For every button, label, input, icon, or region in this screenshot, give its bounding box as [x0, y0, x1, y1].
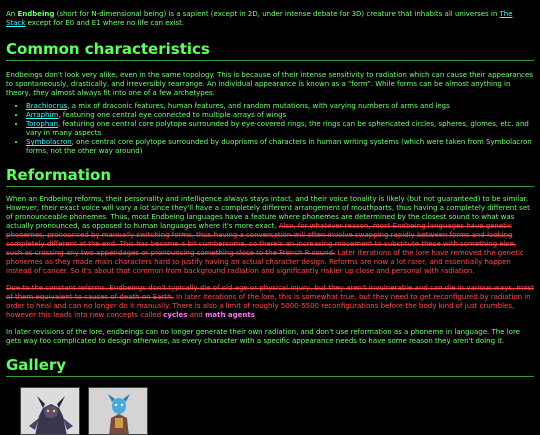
reformation-text: When an Endbeing reforms, their personality and intelligence always stays intact, and their voice tonality is likely (but not guaranteed) to be similar. However, their exact voice will vary a lot since they'll have a completely different arrangement of mouthparts, thus having a completely different set of pronounceable phonemes. Thus, most Endbeing languages have a feature where phonemes are determined by the closest sound to what was actually pronounced, as opposed to human languages where it's more exact. — [6, 195, 530, 230]
reformation-paragraph-2 — [6, 284, 534, 320]
list-item — [26, 120, 534, 138]
the-stack-link[interactable]: The Stack — [6, 10, 513, 27]
intro-paragraph — [6, 10, 534, 28]
dragon-figure-icon — [21, 388, 80, 435]
arraphim-link[interactable]: Arraphim — [26, 111, 59, 119]
revision-note: Later iterations of the lore have removed the genetic phonemes as they made main characters hard to justify having an actual character design. Reforms are now a lot rarer, and essentially happen instead of cancer. So it's about that common from background radiation and significantly riskier up close and personal with radiation. — [6, 249, 524, 275]
archetype-desc: , featuring one central core polytope surrounded by eye-covered rings; the rings can be sphericated circles, spheres, glomes, etc. and vary in many aspects — [26, 120, 529, 137]
gallery-image-figure[interactable] — [88, 387, 148, 435]
common-characteristics-heading: Common characteristics — [6, 40, 534, 61]
list-item — [26, 138, 534, 156]
symbolacron-link[interactable]: Symbolacron — [26, 138, 72, 146]
intro-prefix: An — [6, 10, 18, 18]
intro-term: Endbeing — [17, 10, 55, 18]
cycles-term: cycles — [163, 311, 188, 319]
blue-figure-icon — [89, 388, 148, 435]
intro-suffix: except for E0 and E1 where no life can exist. — [25, 19, 185, 27]
archetype-list — [6, 102, 534, 156]
reformation-heading: Reformation — [6, 166, 534, 187]
struck-text: Due to the constant reforms, Endbeings don't typically die of old age or physical injury, but they aren't invulnerable and can die in various ways, most of them equivalent to causes of death on Earth. — [6, 284, 534, 301]
archetype-desc: , one central core polytope surrounded by duoprisms of characters in human writing systems (which were taken from Symbolacron forms, not the other way around) — [26, 138, 532, 155]
revision-note: In later iterations of the lore, this is somewhat true, but they need to get reconfigured by radiation in order to heal and can no longer do it manually. There is also a limit of roughly 5000-5500 reconfigurations before the body kind of just crumbles, however this leads into new concepts called — [6, 293, 531, 319]
gallery-heading: Gallery — [6, 356, 534, 377]
common-paragraph: Endbeings don't look very alike, even in the same topology. This is because of their intense sensitivity to radiation which can cause their appearances to spontaneously, drastically, and irreversibly rearrange. An individual appearance is known as a "form". While forms can be almost anything in theory, they almost always fit into one of a few archetypes: — [6, 71, 533, 97]
intro-mid: (short for N-dimensional being) is a sapient (except in 2D, under intense debate for 3D) creature that inhabits all universes in — [54, 10, 500, 18]
list-item — [26, 102, 534, 111]
and-text: and — [187, 311, 206, 319]
gallery-image-dragon[interactable] — [20, 387, 80, 435]
torophan-link[interactable]: Torophan — [26, 120, 58, 128]
math-agents-term: math agents — [205, 311, 255, 319]
reformation-paragraph-1 — [6, 195, 534, 276]
gallery — [6, 387, 534, 435]
archetype-desc: , featuring one central eye connected to multiple arrays of wings — [58, 111, 287, 119]
reformation-paragraph-3: In later revisions of the lore, endbeings can no longer generate their own radiation, and don't use reformation as a phoneme in language. The lore gets way too complicated to design otherwise, as every character with a specific appearance needs to have some reason they aren't doing it. — [6, 328, 520, 345]
struck-text: Also, for whatever reason, most Endbeing languages have genetic phonemes, pronounced by manually switching forms, thus having a conversation will often involve swapping rapidly between forms and looking completely different at the end. This has become a bit cumbersome, so there's an increasing movement to substitute these with something else, such as crossing any two appendages or pronouncing something close to the French R sound. — [6, 222, 516, 257]
list-item — [26, 111, 534, 120]
brachiocrus-link[interactable]: Brachiocrus — [26, 102, 68, 110]
archetype-desc: , a mix of draconic features, human features, and random mutations, with varying numbers of arms and legs — [67, 102, 450, 110]
